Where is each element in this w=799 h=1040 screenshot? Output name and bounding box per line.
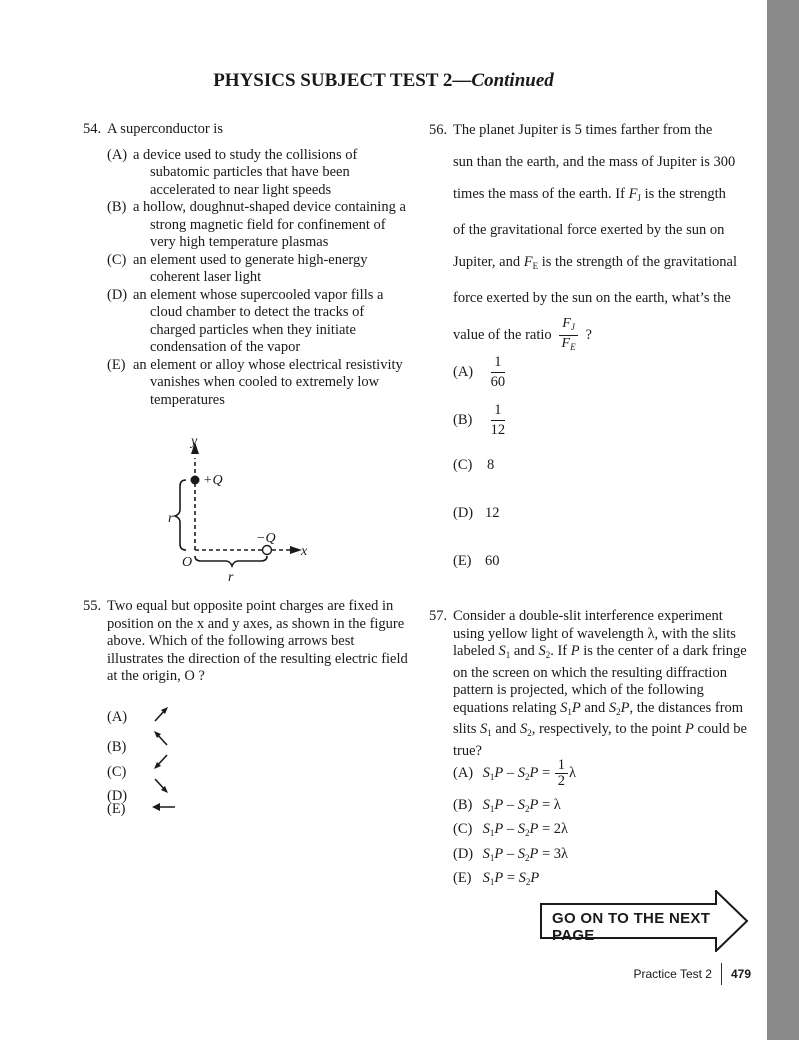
question-56 bbox=[429, 114, 759, 355]
next-page-label: GO ON TO THE NEXT PAGE bbox=[552, 910, 711, 944]
choice-e[interactable]: (E) bbox=[107, 801, 177, 818]
arrow-up-left-icon bbox=[151, 728, 171, 748]
question-stem: Two equal but opposite point charges are fixed in position on the x and y axes, as shown in the figure above. Which of the following arrows best illustrates the direction of the resulting electric field at the origin, O ? bbox=[107, 598, 408, 684]
choice-a[interactable]: (A) bbox=[107, 704, 171, 726]
origin-label: O bbox=[182, 555, 193, 570]
answer-choices bbox=[107, 147, 413, 410]
choice-e[interactable]: (E) an element or alloy whose electrical resistivity vanishes when cooled to extremely low temperatures bbox=[107, 356, 403, 408]
force-ratio-fraction: $\frac{F_J}{F_E}$ bbox=[559, 316, 578, 355]
charge-figure bbox=[160, 430, 320, 590]
choice-e[interactable]: (E) $S_1P = S_2P$ bbox=[453, 870, 540, 887]
choice-b[interactable]: (B) a hollow, doughnut-shaped device containing a strong magnetic field for confinement of very high temperature plasmas bbox=[107, 199, 406, 250]
choice-e[interactable]: (E) 60 bbox=[453, 553, 500, 569]
y-axis-label: y bbox=[191, 434, 198, 449]
side-tab-bar bbox=[767, 0, 799, 1040]
negative-charge bbox=[263, 546, 272, 555]
positive-charge-label: +Q bbox=[203, 473, 223, 488]
footer-label: Practice Test 2 bbox=[633, 967, 712, 981]
choice-d[interactable]: (D) an element whose supercooled vapor fills a cloud chamber to detect the tracks of charged particles when they initiate condensation of the vapor bbox=[107, 286, 384, 355]
horizontal-brace bbox=[195, 556, 267, 566]
choice-a[interactable]: (A) a device used to study the collisions of subatomic particles that have been accelerated to near light speeds bbox=[107, 146, 358, 198]
choice-c[interactable]: (C) $S_1P - S_2P = 2\lambda$ bbox=[453, 821, 569, 838]
footer-divider bbox=[721, 963, 722, 985]
question-number: 55. bbox=[83, 598, 102, 614]
r-horizontal-label: r bbox=[228, 570, 234, 585]
choice-c[interactable]: (C) bbox=[107, 752, 171, 781]
arrow-left-icon bbox=[151, 801, 177, 813]
choice-b[interactable]: (B) $S_1P - S_2P = \lambda$ bbox=[453, 797, 561, 814]
next-page-arrow[interactable] bbox=[540, 890, 750, 952]
question-57 bbox=[429, 608, 749, 760]
question-stem: Consider a double-slit interference experiment using yellow light of wavelength λ, with the slits labeled $S_1$ and $S_2$. If P is the center of a dark fringe on the screen on which the resulting diffraction pattern is projected, which of the following equations relating $S_1P$ and $S_2P$, the distances from slits $S_1$ and $S_2$, respectively, to the point P could be true? bbox=[453, 608, 747, 759]
page-title: PHYSICS SUBJECT TEST 2—Continued bbox=[213, 70, 554, 91]
choice-d[interactable]: (D) bbox=[107, 776, 171, 805]
vertical-brace bbox=[175, 480, 186, 550]
negative-charge-label: −Q bbox=[256, 531, 276, 546]
question-number: 57. bbox=[429, 608, 448, 624]
question-number: 56. bbox=[429, 122, 448, 138]
page-number: 479 bbox=[730, 967, 751, 981]
choice-a[interactable]: (A) $\frac{1}{60}$ bbox=[453, 354, 506, 390]
arrow-down-left-icon bbox=[151, 752, 171, 772]
x-axis-label: x bbox=[301, 544, 308, 559]
page-footer bbox=[633, 963, 751, 985]
positive-charge bbox=[191, 476, 200, 485]
choice-b[interactable]: (B) $\frac{1}{12}$ bbox=[453, 402, 506, 438]
question-stem: The planet Jupiter is 5 times farther from the sun than the earth, and the mass of Jupiter is 300 times the mass of the earth. If $F_J$ is the strength of the gravitational force exerted by the sun on Jupiter, and $F_E$ is the strength of the gravitational force exerted by the sun on the earth, what’s the value of the ratio $\frac{F_J}{F_E}$ ? bbox=[453, 114, 759, 355]
choice-a[interactable]: (A) $S_1P - S_2P$ = $\frac{1}{2}$ λ bbox=[453, 757, 577, 789]
arrow-up-right-icon bbox=[151, 704, 171, 724]
choice-b[interactable]: (B) bbox=[107, 728, 171, 756]
arrow-down-right-icon bbox=[151, 776, 171, 796]
question-number: 54. bbox=[83, 121, 102, 137]
question-stem: A superconductor is bbox=[107, 121, 223, 137]
r-vertical-label: r bbox=[168, 511, 174, 526]
choice-c[interactable]: (C) 8 bbox=[453, 457, 495, 473]
choice-d[interactable]: (D) $S_1P - S_2P = 3\lambda$ bbox=[453, 846, 569, 863]
choice-d[interactable]: (D) 12 bbox=[453, 505, 500, 521]
choice-c[interactable]: (C) an element used to generate high-energy coherent laser light bbox=[107, 251, 368, 285]
question-55 bbox=[83, 598, 413, 686]
question-54 bbox=[83, 121, 413, 409]
